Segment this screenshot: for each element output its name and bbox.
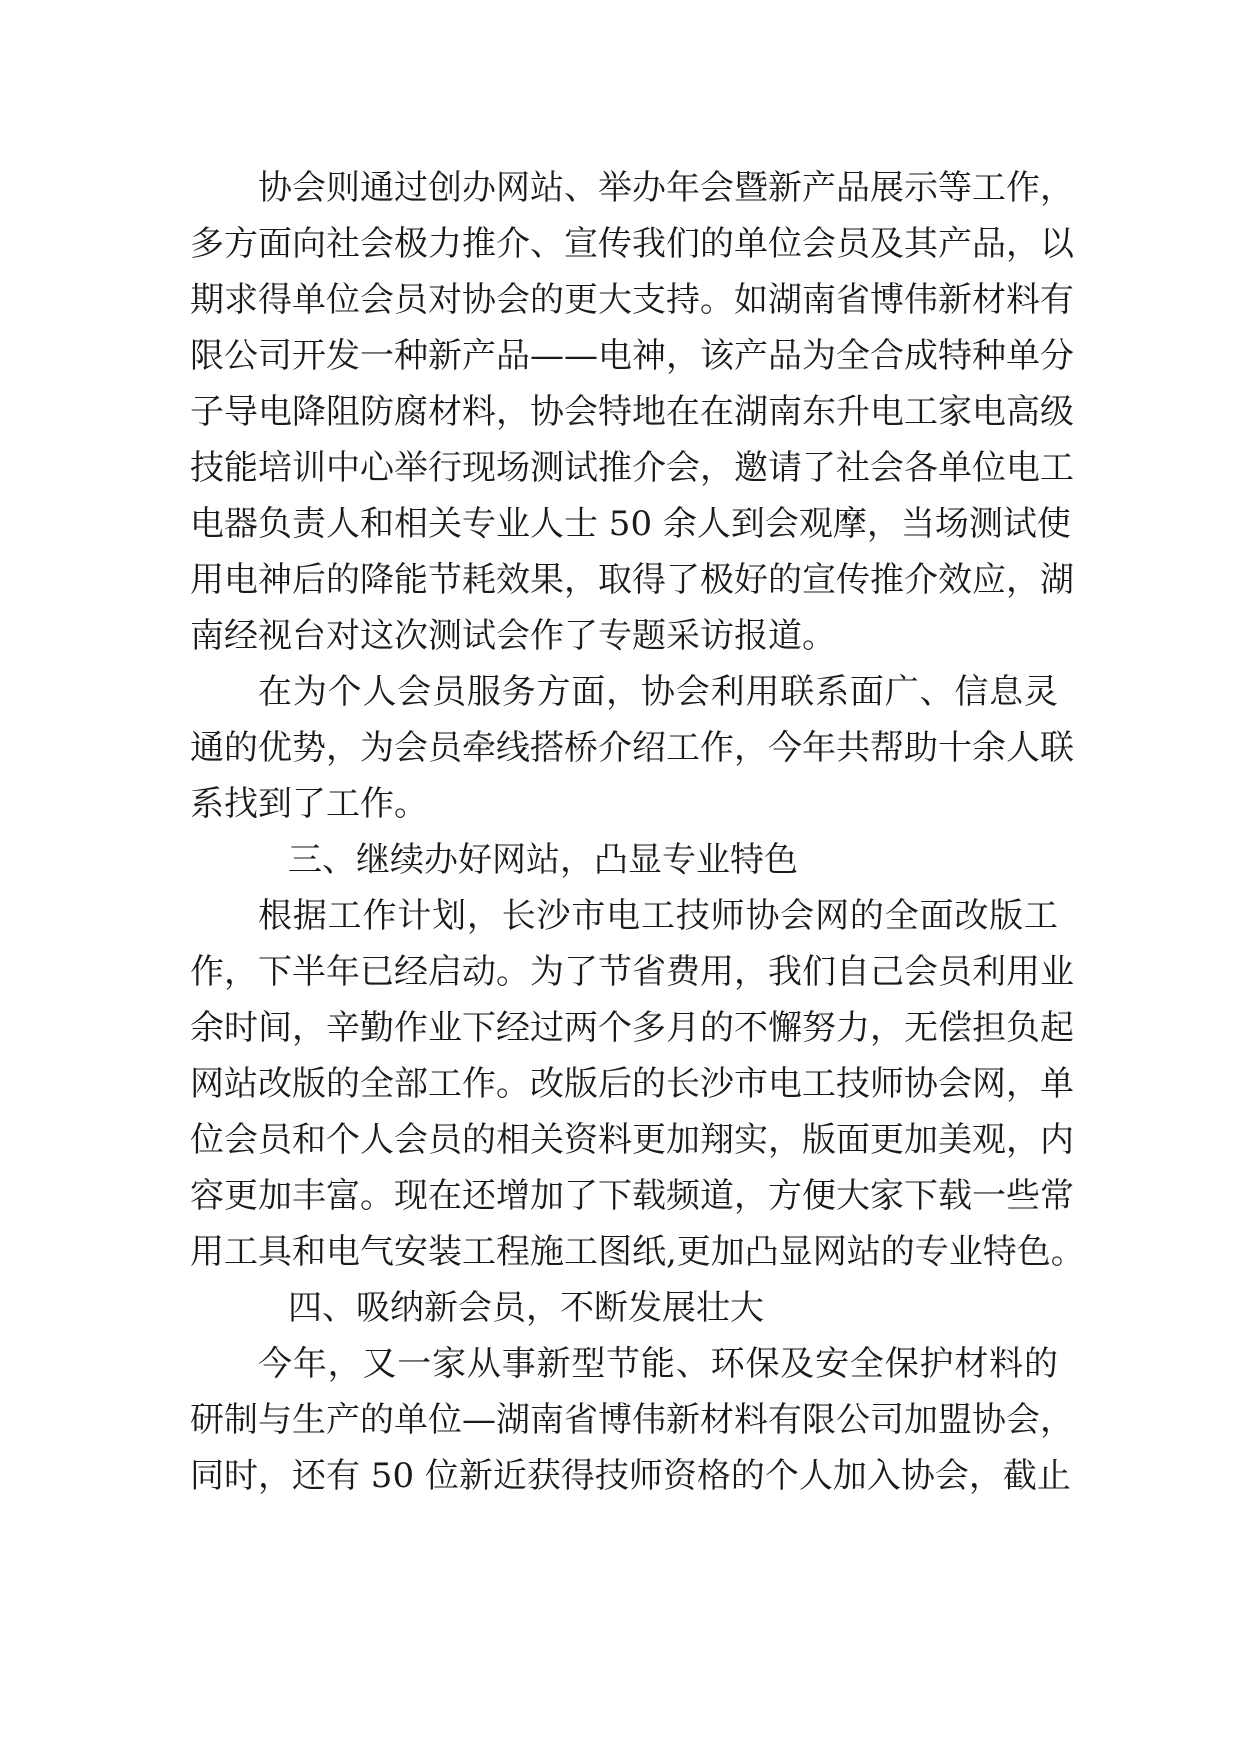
text-line: 用工具和电气安装工程施工图纸,更加凸显网站的专业特色。 bbox=[190, 1232, 1085, 1272]
text-line: 位会员和个人会员的相关资料更加翔实，版面更加美观，内 bbox=[190, 1120, 1074, 1160]
document-body bbox=[190, 160, 1085, 1504]
text-line: 余时间，辛勤作业下经过两个多月的不懈努力，无偿担负起 bbox=[190, 1008, 1074, 1048]
text-line: 研制与生产的单位—湖南省博伟新材料有限公司加盟协会， bbox=[190, 1400, 1074, 1440]
text-line: 南经视台对这次测试会作了专题采访报道。 bbox=[190, 616, 836, 656]
text-line: 根据工作计划，长沙市电工技师协会网的全面改版工 bbox=[258, 896, 1058, 936]
text-line: 技能培训中心举行现场测试推介会，邀请了社会各单位电工 bbox=[190, 448, 1074, 488]
text-line: 协会则通过创办网站、举办年会暨新产品展示等工作， bbox=[258, 168, 1074, 208]
text-line: 网站改版的全部工作。改版后的长沙市电工技师协会网，单 bbox=[190, 1064, 1074, 1104]
text-line: 作，下半年已经启动。为了节省费用，我们自己会员利用业 bbox=[190, 952, 1074, 992]
text-line: 通的优势，为会员牵线搭桥介绍工作，今年共帮助十余人联 bbox=[190, 728, 1074, 768]
text-line: 用电神后的降能节耗效果，取得了极好的宣传推介效应，湖 bbox=[190, 560, 1074, 600]
text-line: 多方面向社会极力推介、宣传我们的单位会员及其产品，以 bbox=[190, 224, 1074, 264]
section-heading: 四、吸纳新会员，不断发展壮大 bbox=[288, 1288, 764, 1328]
text-line: 限公司开发一种新产品——电神，该产品为全合成特种单分 bbox=[190, 336, 1074, 376]
text-line: 容更加丰富。现在还增加了下载频道，方便大家下载一些常 bbox=[190, 1176, 1074, 1216]
text-line: 期求得单位会员对协会的更大支持。如湖南省博伟新材料有 bbox=[190, 280, 1074, 320]
section-heading: 三、继续办好网站，凸显专业特色 bbox=[288, 840, 798, 880]
text-line: 电器负责人和相关专业人士 50 余人到会观摩，当场测试使 bbox=[190, 504, 1071, 544]
text-line: 在为个人会员服务方面，协会利用联系面广、信息灵 bbox=[258, 672, 1058, 712]
text-line: 同时，还有 50 位新近获得技师资格的个人加入协会，截止 bbox=[190, 1456, 1071, 1496]
text-line: 子导电降阻防腐材料，协会特地在在湖南东升电工家电高级 bbox=[190, 392, 1074, 432]
text-line: 系找到了工作。 bbox=[190, 784, 428, 824]
text-line: 今年，又一家从事新型节能、环保及安全保护材料的 bbox=[258, 1344, 1058, 1384]
